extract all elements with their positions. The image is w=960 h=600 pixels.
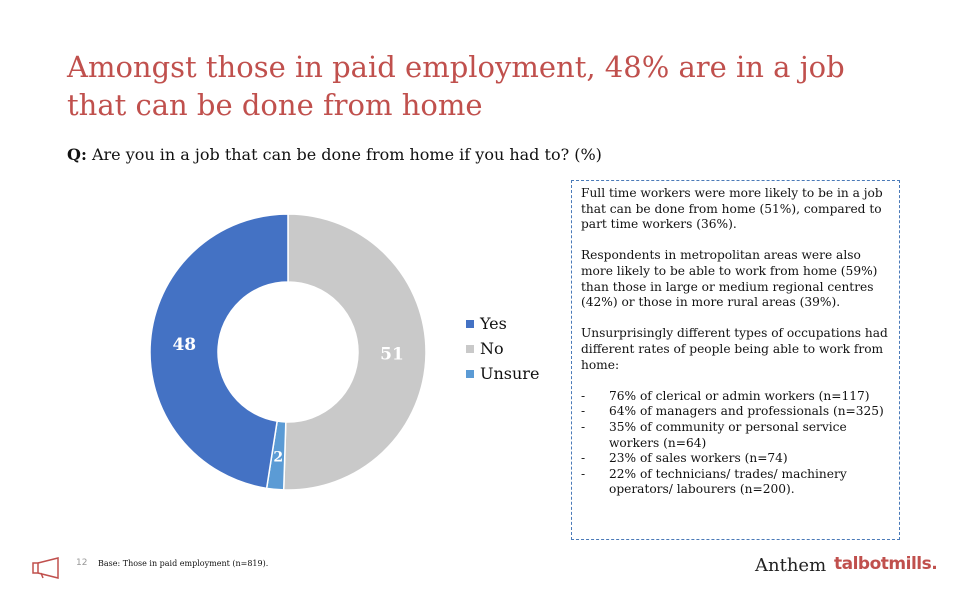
notes-paragraph-3: Unsurprisingly different types of occupations had different rates of people being able to work from home: <box>581 326 888 372</box>
notes-bullet: - 76% of clerical or admin workers (n=117) <box>581 389 891 405</box>
notes-box <box>571 180 900 540</box>
legend-item-no <box>466 336 539 361</box>
slice-yes <box>150 214 288 488</box>
notes-paragraph-1: Full time workers were more likely to be in a job that can be done from home (51%), compared to part time workers (36%). <box>581 186 883 232</box>
page-number: 12 <box>76 558 88 568</box>
notes-bullet: - 22% of technicians/ trades/ machinery operators/ labourers (n=200). <box>581 467 891 498</box>
talbotmills-logo: talbotmills. <box>834 554 938 574</box>
legend-label-yes: Yes <box>480 314 507 333</box>
data-label-unsure: 2 <box>273 449 284 466</box>
data-label-no: 51 <box>380 344 404 365</box>
legend-item-unsure <box>466 361 539 386</box>
question-body: Are you in a job that can be done from home if you had to? (%) <box>91 145 602 164</box>
slice-no <box>284 214 426 490</box>
question-prefix: Q: <box>67 145 87 164</box>
chart-legend <box>466 311 539 386</box>
legend-item-yes <box>466 311 539 336</box>
page-title: Amongst those in paid employment, 48% are in a job that can be done from home <box>67 50 845 122</box>
anthem-logo: Anthem <box>755 555 827 576</box>
legend-swatch-yes <box>466 320 474 328</box>
notes-bullet: - 64% of managers and professionals (n=325) <box>581 404 891 420</box>
legend-label-unsure: Unsure <box>480 364 540 383</box>
legend-label-no: No <box>480 339 504 358</box>
notes-bullet-list <box>581 389 891 498</box>
notes-bullet: - 23% of sales workers (n=74) <box>581 451 891 467</box>
legend-swatch-unsure <box>466 370 474 378</box>
base-note: Base: Those in paid employment (n=819). <box>98 559 269 568</box>
notes-bullet: - 35% of community or personal service workers (n=64) <box>581 420 891 451</box>
notes-paragraph-2: Respondents in metropolitan areas were also more likely to be able to work from home (59%) than those in large or medium regional centres (42%) or those in more rural areas (39%). <box>581 248 878 310</box>
legend-swatch-no <box>466 345 474 353</box>
megaphone-icon <box>30 557 64 579</box>
data-label-yes: 48 <box>172 334 197 355</box>
